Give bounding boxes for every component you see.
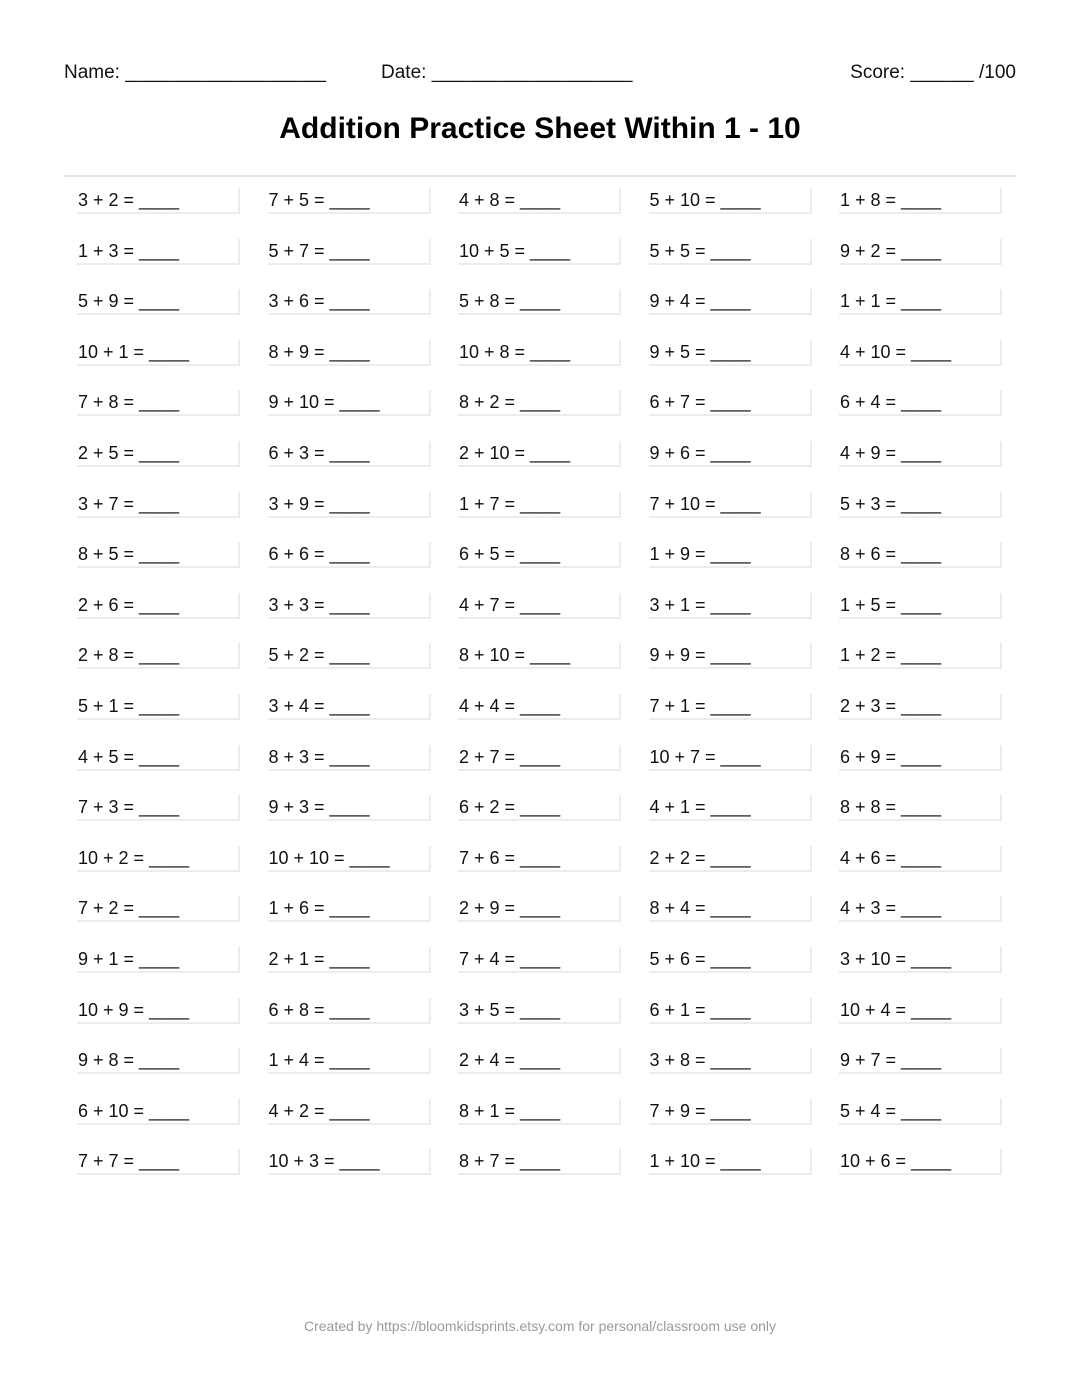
problem-text: 1 + 2 = ____ [840,645,942,666]
problem-text: 6 + 1 = ____ [649,999,751,1020]
problem-text: 1 + 3 = ____ [78,240,180,261]
problem-cell[interactable] [839,1149,1002,1175]
problem-cell[interactable] [77,643,240,669]
problem-cell[interactable] [649,998,812,1024]
problem-cell[interactable] [649,188,812,214]
problem-text: 4 + 4 = ____ [459,695,561,716]
problem-text: 1 + 8 = ____ [840,190,942,210]
problem-text: 7 + 4 = ____ [459,948,561,969]
problem-cell[interactable] [458,846,621,872]
problem-cell[interactable] [458,492,621,518]
problem-text: 10 + 7 = ____ [649,746,761,767]
problem-cell[interactable] [77,1149,240,1175]
problem-text: 8 + 3 = ____ [268,746,370,767]
problem-text: 5 + 3 = ____ [840,493,942,514]
problem-text: 3 + 4 = ____ [268,695,370,716]
header-divider [64,175,1016,177]
problem-cell[interactable] [839,998,1002,1024]
problem-text: 1 + 6 = ____ [268,898,370,919]
problem-cell[interactable] [649,542,812,568]
problem-cell[interactable] [458,441,621,467]
problem-cell[interactable] [649,492,812,518]
name-field[interactable]: Name: ___________________ [64,62,327,83]
problem-cell[interactable] [268,896,431,922]
problem-text: 8 + 7 = ____ [459,1151,561,1172]
problem-text: 3 + 5 = ____ [459,999,561,1020]
problem-text: 7 + 5 = ____ [268,190,370,210]
worksheet-header [64,62,1016,88]
problem-text: 9 + 3 = ____ [268,797,370,818]
problem-grid [77,188,1007,1200]
problem-cell[interactable] [649,1048,812,1074]
problem-text: 6 + 5 = ____ [459,544,561,565]
problem-text: 8 + 8 = ____ [840,797,942,818]
problem-text: 5 + 10 = ____ [649,190,761,210]
problem-text: 2 + 2 = ____ [649,847,751,868]
problem-text: 6 + 10 = ____ [78,1100,190,1121]
problem-cell[interactable] [649,1099,812,1125]
problem-text: 9 + 7 = ____ [840,1050,942,1071]
problem-text: 5 + 7 = ____ [268,240,370,261]
problem-cell[interactable] [458,239,621,265]
problem-text: 4 + 9 = ____ [840,442,942,463]
problem-text: 3 + 6 = ____ [268,291,370,312]
problem-cell[interactable] [268,441,431,467]
problem-cell[interactable] [77,745,240,771]
problem-cell[interactable] [268,947,431,973]
problem-text: 4 + 8 = ____ [459,190,561,210]
problem-cell[interactable] [649,947,812,973]
problem-cell[interactable] [268,998,431,1024]
problem-cell[interactable] [458,643,621,669]
problem-text: 4 + 3 = ____ [840,898,942,919]
problem-cell[interactable] [458,745,621,771]
problem-text: 2 + 9 = ____ [459,898,561,919]
problem-cell[interactable] [839,846,1002,872]
problem-text: 9 + 5 = ____ [649,341,751,362]
problem-cell[interactable] [458,1149,621,1175]
problem-cell[interactable] [77,542,240,568]
problem-text: 7 + 1 = ____ [649,695,751,716]
problem-cell[interactable] [839,947,1002,973]
problem-text: 5 + 9 = ____ [78,291,180,312]
problem-text: 9 + 9 = ____ [649,645,751,666]
problem-cell[interactable] [77,694,240,720]
problem-text: 4 + 7 = ____ [459,594,561,615]
problem-text: 1 + 10 = ____ [649,1151,761,1172]
problem-text: 10 + 4 = ____ [840,999,952,1020]
problem-text: 6 + 9 = ____ [840,746,942,767]
problem-cell[interactable] [649,745,812,771]
problem-cell[interactable] [268,340,431,366]
problem-text: 2 + 6 = ____ [78,594,180,615]
problem-text: 3 + 7 = ____ [78,493,180,514]
problem-text: 10 + 10 = ____ [268,847,390,868]
problem-cell[interactable] [268,492,431,518]
problem-cell[interactable] [458,998,621,1024]
problem-text: 9 + 4 = ____ [649,291,751,312]
problem-cell[interactable] [649,239,812,265]
problem-cell[interactable] [458,694,621,720]
problem-cell[interactable] [649,390,812,416]
problem-text: 9 + 10 = ____ [268,392,380,413]
problem-text: 7 + 2 = ____ [78,898,180,919]
problem-cell[interactable] [268,593,431,619]
problem-cell[interactable] [649,593,812,619]
problem-cell[interactable] [77,846,240,872]
problem-text: 3 + 3 = ____ [268,594,370,615]
problem-cell[interactable] [649,896,812,922]
page-title: Addition Practice Sheet Within 1 - 10 [279,112,801,145]
problem-cell[interactable] [268,745,431,771]
problem-text: 2 + 3 = ____ [840,695,942,716]
problem-cell[interactable] [839,1048,1002,1074]
problem-cell[interactable] [649,441,812,467]
problem-cell[interactable] [649,1149,812,1175]
problem-text: 5 + 2 = ____ [268,645,370,666]
problem-text: 2 + 5 = ____ [78,442,180,463]
problem-text: 1 + 9 = ____ [649,544,751,565]
problem-cell[interactable] [268,1149,431,1175]
problem-cell[interactable] [649,694,812,720]
problem-text: 7 + 3 = ____ [78,797,180,818]
problem-cell[interactable] [77,188,240,214]
problem-text: 9 + 8 = ____ [78,1050,180,1071]
problem-cell[interactable] [649,643,812,669]
problem-cell[interactable] [268,1099,431,1125]
problem-cell[interactable] [458,188,621,214]
problem-text: 4 + 2 = ____ [268,1100,370,1121]
problem-cell[interactable] [268,289,431,315]
problem-text: 7 + 6 = ____ [459,847,561,868]
problem-text: 10 + 6 = ____ [840,1151,952,1172]
problem-text: 8 + 1 = ____ [459,1100,561,1121]
problem-cell[interactable] [268,188,431,214]
problem-cell[interactable] [839,795,1002,821]
problem-text: 10 + 3 = ____ [268,1151,380,1172]
problem-text: 9 + 2 = ____ [840,240,942,261]
problem-cell[interactable] [458,947,621,973]
problem-text: 4 + 10 = ____ [840,341,952,362]
problem-text: 6 + 6 = ____ [268,544,370,565]
problem-text: 10 + 2 = ____ [78,847,190,868]
problem-cell[interactable] [649,795,812,821]
problem-cell[interactable] [839,239,1002,265]
problem-text: 8 + 9 = ____ [268,341,370,362]
problem-cell[interactable] [839,542,1002,568]
problem-cell[interactable] [268,643,431,669]
problem-text: 7 + 9 = ____ [649,1100,751,1121]
problem-text: 5 + 5 = ____ [649,240,751,261]
problem-cell[interactable] [268,694,431,720]
problem-text: 4 + 6 = ____ [840,847,942,868]
problem-text: 5 + 8 = ____ [459,291,561,312]
problem-text: 2 + 8 = ____ [78,645,180,666]
problem-cell[interactable] [458,542,621,568]
problem-text: 2 + 10 = ____ [459,442,571,463]
problem-cell[interactable] [839,593,1002,619]
problem-cell[interactable] [839,896,1002,922]
problem-text: 1 + 5 = ____ [840,594,942,615]
problem-cell[interactable] [458,289,621,315]
problem-text: 8 + 5 = ____ [78,544,180,565]
date-field[interactable]: Date: ___________________ [381,62,633,83]
problem-cell[interactable] [268,542,431,568]
problem-text: 3 + 1 = ____ [649,594,751,615]
problem-text: 7 + 7 = ____ [78,1151,180,1172]
problem-cell[interactable] [268,795,431,821]
problem-text: 8 + 6 = ____ [840,544,942,565]
problem-cell[interactable] [268,846,431,872]
problem-text: 2 + 1 = ____ [268,948,370,969]
problem-text: 10 + 8 = ____ [459,341,571,362]
problem-text: 9 + 6 = ____ [649,442,751,463]
problem-cell[interactable] [77,390,240,416]
footer-credit: Created by https://bloomkidsprints.etsy.com for personal/classroom use only [303,1318,777,1334]
problem-text: 8 + 2 = ____ [459,392,561,413]
problem-cell[interactable] [77,947,240,973]
problem-text: 10 + 1 = ____ [78,341,190,362]
problem-text: 3 + 10 = ____ [840,948,952,969]
problem-cell[interactable] [268,390,431,416]
problem-cell[interactable] [458,1048,621,1074]
problem-cell[interactable] [839,441,1002,467]
problem-cell[interactable] [649,340,812,366]
problem-text: 9 + 1 = ____ [78,948,180,969]
problem-cell[interactable] [839,289,1002,315]
problem-cell[interactable] [839,1099,1002,1125]
problem-cell[interactable] [77,1099,240,1125]
problem-text: 10 + 5 = ____ [459,240,571,261]
problem-cell[interactable] [77,896,240,922]
problem-cell[interactable] [839,492,1002,518]
problem-text: 7 + 8 = ____ [78,392,180,413]
problem-text: 4 + 5 = ____ [78,746,180,767]
problem-cell[interactable] [77,998,240,1024]
problem-cell[interactable] [458,896,621,922]
problem-text: 8 + 10 = ____ [459,645,571,666]
problem-cell[interactable] [77,289,240,315]
score-field[interactable]: Score: ______ /100 [850,62,1016,83]
problem-text: 6 + 8 = ____ [268,999,370,1020]
problem-cell[interactable] [77,492,240,518]
problem-cell[interactable] [77,340,240,366]
problem-text: 3 + 8 = ____ [649,1050,751,1071]
problem-cell[interactable] [839,643,1002,669]
problem-text: 2 + 7 = ____ [459,746,561,767]
problem-text: 1 + 7 = ____ [459,493,561,514]
problem-cell[interactable] [839,390,1002,416]
problem-cell[interactable] [77,593,240,619]
problem-text: 7 + 10 = ____ [649,493,761,514]
problem-text: 1 + 4 = ____ [268,1050,370,1071]
problem-text: 6 + 2 = ____ [459,797,561,818]
problem-text: 6 + 3 = ____ [268,442,370,463]
problem-cell[interactable] [77,795,240,821]
problem-text: 4 + 1 = ____ [649,797,751,818]
problem-cell[interactable] [77,441,240,467]
problem-cell[interactable] [458,390,621,416]
problem-cell[interactable] [839,188,1002,214]
problem-text: 8 + 4 = ____ [649,898,751,919]
problem-cell[interactable] [839,340,1002,366]
problem-text: 10 + 9 = ____ [78,999,190,1020]
problem-cell[interactable] [458,1099,621,1125]
problem-cell[interactable] [649,846,812,872]
problem-cell[interactable] [77,239,240,265]
problem-cell[interactable] [77,1048,240,1074]
problem-cell[interactable] [268,239,431,265]
problem-cell[interactable] [839,745,1002,771]
problem-cell[interactable] [268,1048,431,1074]
problem-text: 6 + 4 = ____ [840,392,942,413]
problem-text: 5 + 4 = ____ [840,1100,942,1121]
problem-text: 5 + 6 = ____ [649,948,751,969]
problem-cell[interactable] [649,289,812,315]
problem-cell[interactable] [458,340,621,366]
problem-text: 6 + 7 = ____ [649,392,751,413]
problem-cell[interactable] [839,694,1002,720]
problem-cell[interactable] [458,795,621,821]
problem-cell[interactable] [458,593,621,619]
problem-text: 3 + 2 = ____ [78,190,180,210]
problem-text: 3 + 9 = ____ [268,493,370,514]
problem-text: 1 + 1 = ____ [840,291,942,312]
problem-text: 5 + 1 = ____ [78,695,180,716]
problem-text: 2 + 4 = ____ [459,1050,561,1071]
